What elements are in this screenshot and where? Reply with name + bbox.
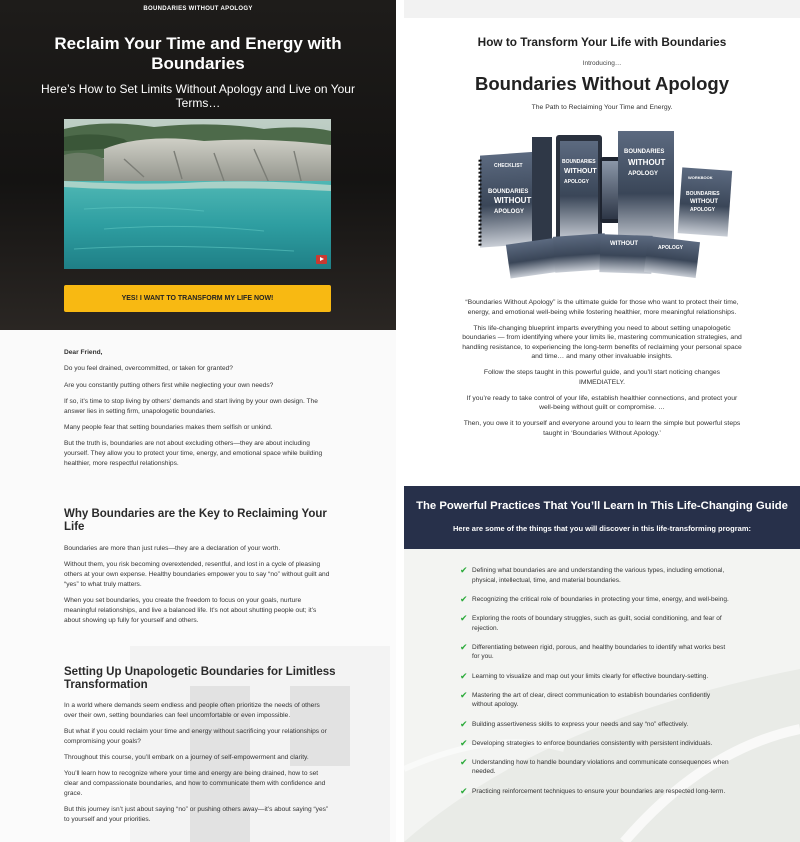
description-paragraph: Follow the steps taught in this powerful guide, and you’ll start noticing changes IMMEDIATELY. bbox=[483, 369, 721, 386]
letter-paragraph: Many people fear that setting boundaries makes them selfish or unkind. bbox=[64, 423, 273, 431]
svg-text:BOUNDARIES: BOUNDARIES bbox=[488, 189, 529, 195]
why-paragraph: Boundaries are more than just rules—they are a declaration of your worth. bbox=[64, 545, 281, 552]
product-tagline: The Path to Reclaiming Your Time and Energy. bbox=[531, 104, 673, 111]
workbook-book bbox=[678, 167, 732, 236]
product-bundle-image bbox=[460, 121, 746, 291]
checkmark-icon: ✔ bbox=[460, 593, 468, 604]
practice-item-text: Learning to visualize and map out your limits clearly for effective boundary-setting. bbox=[472, 672, 709, 680]
practice-item bbox=[460, 614, 730, 633]
practice-item bbox=[460, 643, 730, 662]
checkmark-icon: ✔ bbox=[460, 612, 468, 623]
checkmark-icon: ✔ bbox=[460, 785, 468, 796]
practices-list bbox=[460, 566, 730, 806]
setup-paragraph: In a world where demands seem endless and people often prioritize the needs of others over their own, setting boundaries can feel uncomfortable or even impossible. bbox=[64, 702, 320, 719]
product-intro-section bbox=[404, 0, 800, 486]
practice-item-text: Mastering the art of clear, direct communication to establish boundaries confidently without apology. bbox=[472, 691, 711, 709]
transform-cta-button[interactable]: YES! I WANT TO TRANSFORM MY LIFE NOW! bbox=[64, 285, 331, 312]
hero-section bbox=[0, 0, 396, 330]
svg-text:WITHOUT: WITHOUT bbox=[610, 241, 638, 247]
intro-heading: How to Transform Your Life with Boundaries bbox=[477, 35, 727, 49]
book-stack bbox=[532, 131, 674, 247]
svg-text:WITHOUT: WITHOUT bbox=[690, 199, 718, 205]
introducing-label: Introducing… bbox=[582, 60, 622, 67]
practice-item bbox=[460, 691, 730, 710]
practice-item-text: Exploring the roots of boundary struggles, such as guilt, social conditioning, and fear of rejection. bbox=[472, 614, 722, 632]
svg-text:APOLOGY: APOLOGY bbox=[494, 209, 525, 215]
svg-text:APOLOGY: APOLOGY bbox=[690, 207, 716, 213]
practice-item-text: Building assertiveness skills to express your needs and say “no” effectively. bbox=[472, 720, 689, 728]
svg-text:APOLOGY: APOLOGY bbox=[658, 245, 684, 251]
checklist-label: CHECKLIST bbox=[494, 163, 523, 169]
checkmark-icon: ✔ bbox=[460, 641, 468, 652]
description-paragraph: This life-changing blueprint imparts everything you need to about setting unapologetic boundaries — from identifying where your limits lie, mastering communication strategies, and handling resistance, to experiencing the long-term benefits of reclaiming your personal space and time… and many other invaluable insights. bbox=[462, 324, 742, 360]
why-body bbox=[64, 544, 332, 632]
practice-item-text: Practicing reinforcement techniques to ensure your boundaries are respected long-term. bbox=[472, 787, 726, 795]
hero-video[interactable] bbox=[64, 119, 331, 269]
practices-header bbox=[404, 486, 800, 549]
practice-item-text: Differentiating between rigid, porous, and healthy boundaries to identify what works best for you. bbox=[472, 643, 726, 661]
checkmark-icon: ✔ bbox=[460, 565, 468, 575]
letter-body bbox=[64, 348, 332, 475]
checkmark-icon: ✔ bbox=[460, 670, 468, 681]
letter-paragraph: Do you feel drained, overcommitted, or taken for granted? bbox=[64, 365, 233, 373]
practice-item bbox=[460, 566, 730, 585]
practice-item bbox=[460, 758, 730, 777]
svg-text:WITHOUT: WITHOUT bbox=[628, 158, 666, 167]
product-description bbox=[462, 298, 742, 445]
description-paragraph: “Boundaries Without Apology” is the ultimate guide for those who want to protect their time, energy, and emotional well-being while fostering healthier, more meaningful relationships. bbox=[465, 299, 739, 316]
product-title: Boundaries Without Apology bbox=[474, 73, 729, 94]
practice-item bbox=[460, 672, 730, 682]
setup-paragraph: You’ll learn how to recognize where your time and energy are being drained, how to set clear and compassionate boundaries, and how to communicate them with confidence and grace. bbox=[64, 770, 326, 798]
practice-item-text: Defining what boundaries are and understanding the various types, including emotional, physical, intellectual, time, and material boundaries. bbox=[472, 567, 725, 584]
setup-paragraph: But this journey isn’t just about saying “no” or pushing others away—it’s about saying “yes” to yourself and your priorities. bbox=[64, 806, 329, 824]
practice-item-text: Understanding how to handle boundary violations and communicate consequences when needed. bbox=[472, 758, 729, 776]
practice-item bbox=[460, 739, 730, 749]
checkmark-icon: ✔ bbox=[460, 756, 468, 767]
svg-text:BOUNDARIES: BOUNDARIES bbox=[562, 159, 596, 165]
letter-paragraph: Are you constantly putting others first while neglecting your own needs? bbox=[64, 381, 274, 389]
practices-heading: The Powerful Practices That You’ll Learn In This Life-Changing Guide bbox=[416, 500, 788, 512]
svg-text:APOLOGY: APOLOGY bbox=[564, 179, 590, 185]
practice-item bbox=[460, 595, 730, 605]
brand-label: BOUNDARIES WITHOUT APOLOGY bbox=[143, 6, 253, 12]
practice-item bbox=[460, 787, 730, 797]
description-paragraph: Then, you owe it to yourself and everyone around you to learn the simple but powerful steps taught in ‘Boundaries Without Apology.’ bbox=[463, 420, 741, 437]
top-strip bbox=[404, 0, 800, 18]
why-boundaries-section bbox=[0, 490, 396, 842]
hero-title: Reclaim Your Time and Energy with Boundaries bbox=[54, 34, 342, 73]
hero-subtitle: Here’s How to Set Limits Without Apology and Live on Your Terms… bbox=[41, 82, 355, 110]
workbook-label: WORKBOOK bbox=[688, 175, 713, 180]
svg-text:WITHOUT: WITHOUT bbox=[494, 196, 532, 205]
practice-item-text: Recognizing the critical role of boundaries in protecting your time, energy, and well-being. bbox=[472, 595, 729, 603]
svg-text:BOUNDARIES: BOUNDARIES bbox=[686, 191, 720, 197]
letter-section bbox=[0, 330, 396, 490]
letter-paragraph: But the truth is, boundaries are not about excluding others—they are about including yourself. They allow you to protect your time, energy, and emotional space while building healthier, more respectful relationships. bbox=[64, 440, 323, 467]
practices-tagline: Here are some of the things that you will discover in this life-transforming program: bbox=[453, 524, 751, 533]
description-paragraph: If you’re ready to take control of your life, establish healthier connections, and protect your well-being without guilt or compromise. … bbox=[466, 394, 738, 411]
practice-item-text: Developing strategies to enforce boundaries consistently with persistent individuals. bbox=[472, 739, 713, 747]
lagoon-image bbox=[64, 119, 331, 269]
setup-paragraph: Throughout this course, you’ll embark on a journey of self-empowerment and clarity. bbox=[64, 754, 309, 762]
letter-greeting: Dear Friend, bbox=[64, 349, 103, 356]
letter-paragraph: If so, it’s time to stop living by others’ demands and start living by your own design. The answer lies in setting firm, unapologetic boundaries. bbox=[64, 397, 318, 415]
checkmark-icon: ✔ bbox=[460, 689, 468, 700]
why-paragraph: When you set boundaries, you create the freedom to focus on your goals, nurture meaningful relationships, and live a balanced life. It’s not about shutting people out; it’s about showing up fully for yourself and others. bbox=[64, 597, 317, 624]
svg-text:WITHOUT: WITHOUT bbox=[564, 168, 597, 175]
why-paragraph: Without them, you risk becoming overextended, resentful, and lost in a cycle of pleasing others at your own expense. Healthy boundaries empower you to say “no” without guilt and “yes” to what truly matters. bbox=[64, 561, 330, 588]
setup-heading: Setting Up Unapologetic Boundaries for Limitless Transformation bbox=[64, 666, 336, 691]
practice-item bbox=[460, 720, 730, 730]
checkmark-icon: ✔ bbox=[460, 718, 468, 729]
play-icon[interactable] bbox=[316, 255, 327, 264]
setup-paragraph: But what if you could reclaim your time and energy without sacrificing your relationships or compromising your goals? bbox=[64, 728, 327, 745]
svg-text:BOUNDARIES: BOUNDARIES bbox=[624, 149, 665, 155]
svg-text:APOLOGY: APOLOGY bbox=[628, 171, 659, 177]
why-heading: Why Boundaries are the Key to Reclaiming Your Life bbox=[64, 508, 327, 533]
checkmark-icon: ✔ bbox=[460, 737, 468, 748]
setup-body bbox=[64, 701, 332, 831]
practices-section bbox=[404, 486, 800, 842]
